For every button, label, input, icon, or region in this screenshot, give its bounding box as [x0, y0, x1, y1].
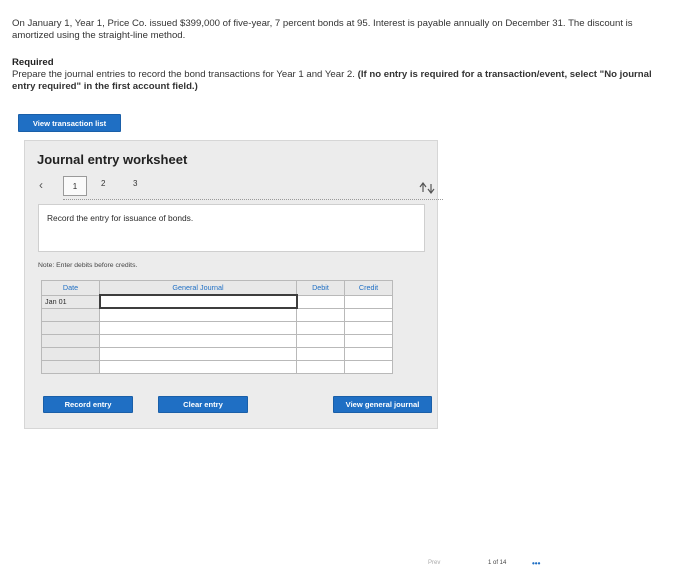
- debit-input[interactable]: [297, 321, 345, 334]
- view-general-journal-button[interactable]: View general journal: [333, 396, 432, 413]
- journal-entry-worksheet: [24, 140, 438, 429]
- credit-input[interactable]: [345, 347, 393, 360]
- date-cell[interactable]: [42, 321, 100, 334]
- date-cell[interactable]: [42, 308, 100, 321]
- date-cell[interactable]: [42, 347, 100, 360]
- page-tab-label: 1: [72, 181, 78, 191]
- debit-input[interactable]: [297, 360, 345, 373]
- record-entry-button[interactable]: Record entry: [43, 396, 133, 413]
- view-transaction-list-button[interactable]: View transaction list: [18, 114, 121, 132]
- table-row: [42, 334, 393, 347]
- worksheet-title: Journal entry worksheet: [37, 152, 188, 167]
- debit-input[interactable]: [297, 295, 345, 308]
- credit-input[interactable]: [345, 308, 393, 321]
- debits-note: Note: Enter debits before credits.: [38, 262, 138, 269]
- required-note: (If no entry is required for a transaction/event, select "No journal entry required" in the first account field.): [12, 69, 652, 92]
- page-tab-2[interactable]: 2: [101, 179, 106, 188]
- debit-input[interactable]: [297, 347, 345, 360]
- entry-description: [38, 204, 425, 252]
- swap-arrows-icon[interactable]: [417, 178, 437, 198]
- problem-statement: On January 1, Year 1, Price Co. issued $399,000 of five-year, 7 percent bonds at 95. Interest is payable annually on December 31. The discount is amortized using the straight-line method.: [12, 18, 633, 41]
- journal-header-row: [42, 281, 393, 296]
- date-cell[interactable]: [42, 334, 100, 347]
- table-row: [42, 321, 393, 334]
- clear-entry-button[interactable]: Clear entry: [158, 396, 248, 413]
- account-column-header: General Journal: [100, 281, 297, 296]
- journal-table: [41, 280, 393, 374]
- account-input[interactable]: [100, 334, 297, 347]
- page-count: 1 of 14: [488, 560, 507, 566]
- date-column-header: Date: [42, 281, 100, 296]
- entry-description-text: Record the entry for issuance of bonds.: [47, 213, 194, 223]
- date-cell[interactable]: [42, 360, 100, 373]
- account-input[interactable]: [100, 295, 297, 308]
- credit-input[interactable]: [345, 334, 393, 347]
- chevron-left-icon[interactable]: ‹: [39, 178, 43, 192]
- account-input[interactable]: [100, 360, 297, 373]
- prev-link[interactable]: Prev: [428, 560, 441, 566]
- account-input[interactable]: [100, 321, 297, 334]
- table-row: [42, 308, 393, 321]
- credit-column-header: Credit: [345, 281, 393, 296]
- required-instruction: Prepare the journal entries to record the bond transactions for Year 1 and Year 2.: [12, 69, 355, 80]
- table-row: [42, 295, 393, 308]
- credit-input[interactable]: [345, 295, 393, 308]
- debit-input[interactable]: [297, 308, 345, 321]
- table-row: [42, 360, 393, 373]
- account-input[interactable]: [100, 308, 297, 321]
- pager-divider: [63, 199, 443, 200]
- page-tab-1[interactable]: [63, 176, 87, 196]
- credit-input[interactable]: [345, 321, 393, 334]
- credit-input[interactable]: [345, 360, 393, 373]
- debit-column-header: Debit: [297, 281, 345, 296]
- more-menu-icon[interactable]: •••: [532, 559, 541, 568]
- date-cell[interactable]: Jan 01: [42, 295, 100, 308]
- required-section: [12, 57, 672, 93]
- page-tab-3[interactable]: 3: [133, 179, 138, 188]
- account-input[interactable]: [100, 347, 297, 360]
- debit-input[interactable]: [297, 334, 345, 347]
- required-heading: Required: [12, 57, 54, 68]
- worksheet-pager: [37, 176, 177, 198]
- table-row: [42, 347, 393, 360]
